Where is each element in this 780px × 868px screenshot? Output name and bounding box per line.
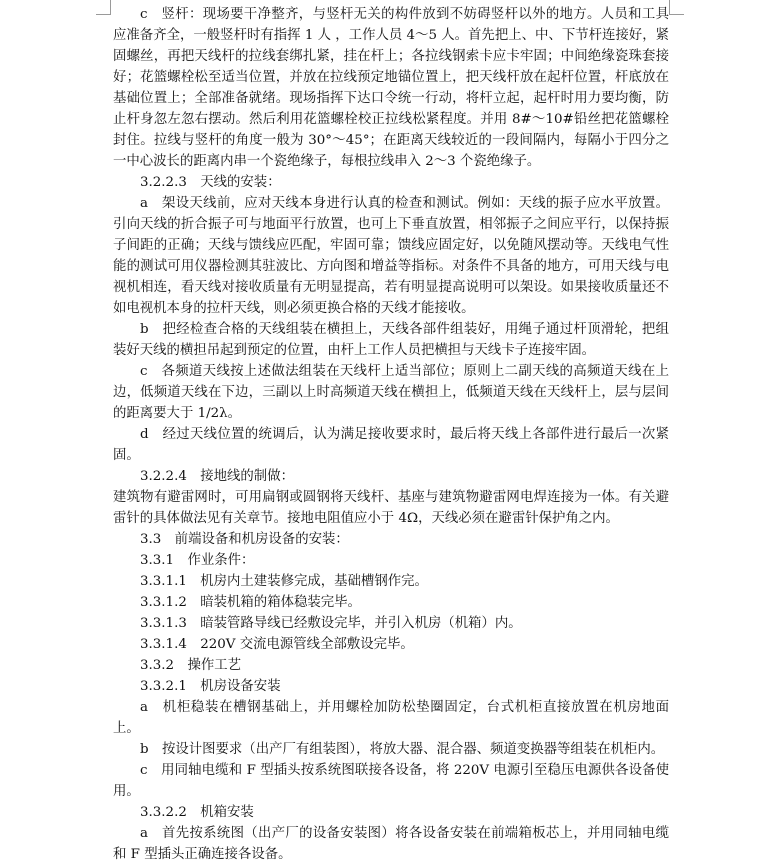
list-item: 3.3.1.1 机房内土建装修完成，基础槽钢作完。 bbox=[140, 574, 428, 589]
list-item: 3.3.1.4 220V 交流电源管线全部敷设完毕。 bbox=[140, 637, 414, 652]
section-heading: 3.2.2.4 接地线的制做： bbox=[140, 469, 294, 484]
section-heading: 3.3.1 作业条件： bbox=[140, 553, 255, 568]
document-body bbox=[113, 4, 669, 865]
paragraph: a 首先按系统图（出产厂的设备安装图）将各设备安装在前端箱板芯上，并用同轴电缆和 F 型插头正确连接各设备。 bbox=[113, 826, 669, 862]
paragraph: a 架设天线前，应对天线本身进行认真的检查和测试。例如：天线的振子应水平放置。引向天线的折合振子可与地面平行放置，也可上下垂直放置，相邻振子之间应平行，以保持振子间距的正确；天线与馈线应匹配，牢固可靠；馈线应固定好，以免随风摆动等。天线电气性能的测试可用仪器检测其驻波比、方向图和增益等指标。对条件不具备的地方，可用天线与电视机相连，看天线对接收质量有无明显提高，若有明显提高说明可以架设。如果接收质量还不如电视机本身的拉杆天线，则必须更换合格的天线才能接收。 bbox=[113, 196, 669, 316]
paragraph: 建筑物有避雷网时，可用扁钢或圆钢将天线杆、基座与建筑物避雷网电焊连接为一体。有关避雷针的具体做法见有关章节。接地电阻值应小于 4Ω，天线必须在避雷针保护角之内。 bbox=[113, 490, 669, 526]
paragraph: c 竖杆：现场要干净整齐，与竖杆无关的构件放到不妨碍竖杆以外的地方。人员和工具应准备齐全，一般竖杆时有指挥 1 人 ，工作人员 4～5 人。首先把上、中、下节杆连接好，紧固螺丝，再把天线杆的拉线套绑扎紧，挂在杆上；各拉线钢索卡应卡牢固；中间绝缘瓷珠套接好；花篮螺栓松至适当位置，并放在拉线预定地锚位置上，把天线杆放在起杆位置，杆底放在基础位置上；全部准备就绪。现场指挥下达口令统一行动，将杆立起，起杆时用力要均衡，防止杆身忽左忽右摆动。然后利用花篮螺栓校正拉线松紧程度。并用 8#～10#铅丝把花篮螺栓封住。拉线与竖杆的角度一般为 30°～45°；在距离天线较近的一段间隔内，每隔小于四分之一中心波长的距离内串一个瓷绝缘子，每根拉线串入 2～3 个瓷绝缘子。 bbox=[113, 7, 669, 169]
section-heading: 3.3.2.2 机箱安装 bbox=[140, 805, 254, 820]
section-heading: 3.3.2.1 机房设备安装 bbox=[140, 679, 281, 694]
paragraph: a 机柜稳装在槽钢基础上，并用螺栓加防松垫圈固定，台式机柜直接放置在机房地面上。 bbox=[113, 700, 669, 736]
section-heading: 3.3 前端设备和机房设备的安装： bbox=[140, 532, 349, 547]
list-item: 3.3.1.2 暗装机箱的箱体稳装完毕。 bbox=[140, 595, 361, 610]
page-corner-mark-left bbox=[96, 0, 111, 15]
list-item: 3.3.1.3 暗装管路导线已经敷设完毕，并引入机房（机箱）内。 bbox=[140, 616, 522, 631]
paragraph: c 用同轴电缆和 F 型插头按系统图联接各设备，将 220V 电源引至稳压电源供各设备使用。 bbox=[113, 763, 669, 799]
page-corner-mark-right bbox=[669, 0, 684, 15]
section-heading: 3.3.2 操作工艺 bbox=[140, 658, 242, 673]
paragraph: c 各频道天线按上述做法组装在天线杆上适当部位；原则上二副天线的高频道天线在上边，低频道天线在下边，三副以上时高频道天线在横担上，低频道天线在天线杆上，层与层间的距离要大于 1/2λ。 bbox=[113, 364, 669, 421]
paragraph: b 按设计图要求（出产厂有组装图），将放大器、混合器、频道变换器等组装在机柜内。 bbox=[140, 742, 665, 757]
section-heading: 3.2.2.3 天线的安装： bbox=[140, 175, 281, 190]
paragraph: d 经过天线位置的统调后，认为满足接收要求时，最后将天线上各部件进行最后一次紧固。 bbox=[113, 427, 669, 463]
paragraph: b 把经检查合格的天线组装在横担上，天线各部件组装好，用绳子通过杆顶滑轮，把组装好天线的横担吊起到预定的位置，由杆上工作人员把横担与天线卡子连接牢固。 bbox=[113, 322, 669, 358]
